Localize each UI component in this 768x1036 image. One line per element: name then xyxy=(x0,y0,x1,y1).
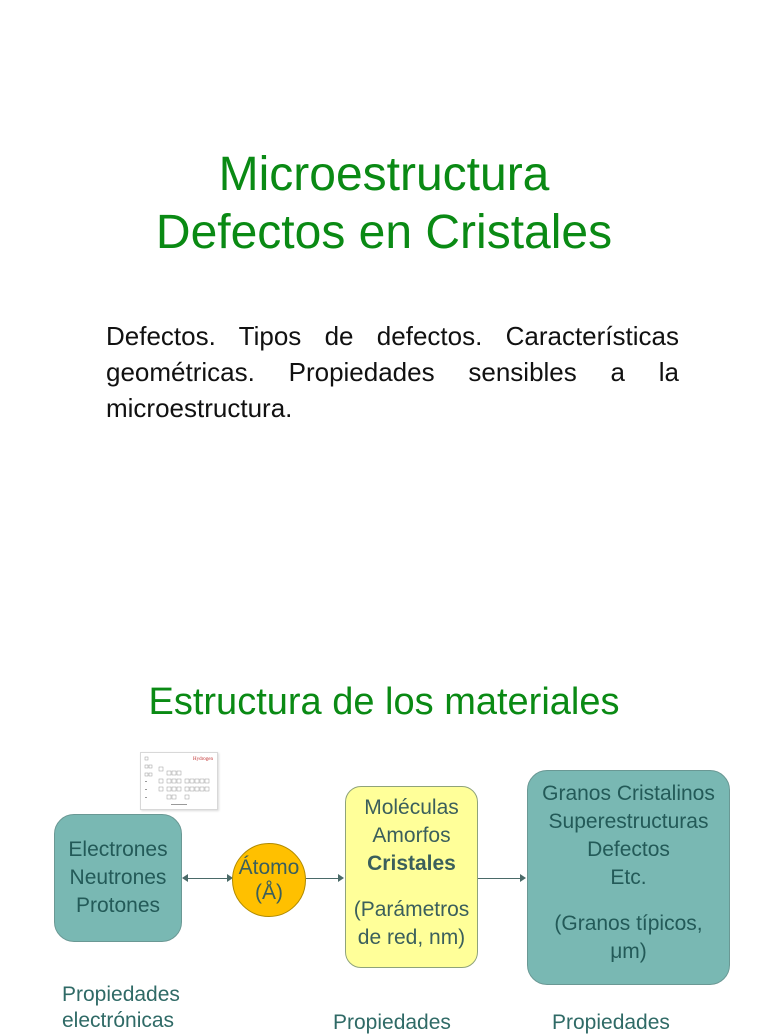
slide-title xyxy=(0,146,768,262)
properties-caption-right: Propiedades xyxy=(552,1011,670,1034)
properties-caption-middle: Propiedades xyxy=(333,1011,451,1034)
particles-box-line-1: Electrones xyxy=(68,838,168,861)
grains-box-line-3: Defectos xyxy=(587,838,670,861)
connector-molecules-grains xyxy=(478,878,522,879)
molecules-box-line-5: de red, nm) xyxy=(357,926,466,949)
properties-caption-left-line-2: electrónicas xyxy=(62,1009,175,1032)
grains-box-line-5: (Granos típicos, xyxy=(554,912,703,935)
intro-paragraph: Defectos. Tipos de defectos. Características geométricas. Propiedades sensibles a la microestructura. xyxy=(106,321,679,423)
arrowhead-right-icon xyxy=(520,874,526,882)
arrowhead-left-icon xyxy=(182,874,188,882)
atom-circle xyxy=(232,843,306,917)
connector-atom-molecules xyxy=(306,878,340,879)
properties-caption-left-line-1: Propiedades xyxy=(62,983,180,1006)
particles-box-line-3: Protones xyxy=(75,894,161,917)
grains-box-line-2: Superestructuras xyxy=(548,810,709,833)
connector-particles-atom xyxy=(186,878,230,879)
particles-box xyxy=(54,814,182,942)
molecules-box xyxy=(345,786,478,968)
atom-unit: (Å) xyxy=(255,881,283,904)
properties-caption-left xyxy=(62,982,180,1034)
periodic-table-thumbnail xyxy=(140,752,218,810)
particles-box-line-2: Neutrones xyxy=(69,866,167,889)
molecules-box-line-4: (Parámetros xyxy=(353,898,470,921)
molecules-box-line-2: Amorfos xyxy=(372,824,451,847)
title-line-1: Microestructura xyxy=(218,148,550,201)
section-title: Estructura de los materiales xyxy=(148,681,620,723)
periodic-table-image xyxy=(141,753,217,809)
arrowhead-right-icon xyxy=(338,874,344,882)
grains-box-line-6: μm) xyxy=(610,940,647,963)
molecules-box-line-1: Moléculas xyxy=(364,796,459,819)
grains-box-line-1: Granos Cristalinos xyxy=(542,782,715,805)
title-line-2: Defectos en Cristales xyxy=(155,206,613,259)
thumbnail-label: Hydrogen xyxy=(193,757,213,762)
molecules-box-line-3: Cristales xyxy=(367,852,456,875)
atom-label: Átomo xyxy=(238,856,300,879)
grains-box xyxy=(527,770,730,985)
grains-box-line-4: Etc. xyxy=(610,866,647,889)
